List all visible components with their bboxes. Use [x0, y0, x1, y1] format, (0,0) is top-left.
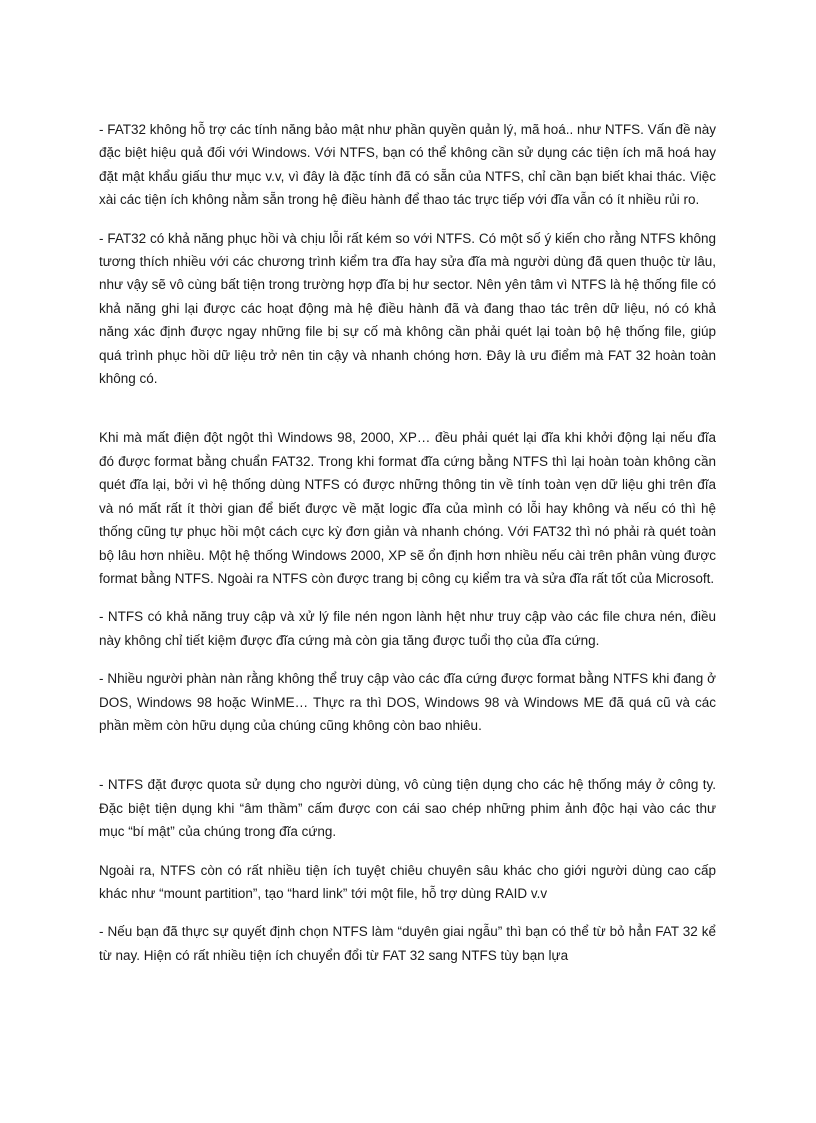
paragraph-fat32-recovery: - FAT32 có khả năng phục hồi và chịu lỗi rất kém so với NTFS. Có một số ý kiến cho rằng NTFS không tương thích nhiều với các chương trình kiểm tra đĩa hay sửa đĩa mà người dùng đã quen thuộc từ lâu, như vậy sẽ vô cùng bất tiện trong trường hợp đĩa bị hư sector. Nên yên tâm vì NTFS là hệ thống file có khả năng ghi lại được các hoạt động mà hệ điều hành đã và đang thao tác trên dữ liệu, nó có khả năng xác định được ngay những file bị sự cố mà không cần phải quét lại toàn bộ hệ thống file, giúp quá trình phục hồi dữ liệu trở nên tin cậy và nhanh chóng hơn. Đây là ưu điểm mà FAT 32 hoàn toàn không có. — [99, 230, 716, 387]
paragraph-conversion: - Nếu bạn đã thực sự quyết định chọn NTFS làm “duyên giai ngẫu” thì bạn có thể từ bỏ hẳn FAT 32 kể từ nay. Hiện có rất nhiều tiện ích chuyển đổi từ FAT 32 sang NTFS tùy bạn lựa — [99, 924, 716, 963]
paragraph-fat32-security: - FAT32 không hỗ trợ các tính năng bảo mật như phần quyền quản lý, mã hoá.. như NTFS. Vấn đề này đặc biệt hiệu quả đối với Windows. Với NTFS, bạn có thể không cần sử dụng các tiện ích mã hoá hay đặt mật khẩu giấu thư mục v.v, vì đây là đặc tính đã có sẵn của NTFS, chỉ cần bạn biết khai thác. Việc xài các tiện ích không nằm sẵn trong hệ điều hành để thao tác trực tiếp với đĩa vẫn có ít nhiều rủi ro. — [99, 122, 716, 208]
paragraph-advanced-features: Ngoài ra, NTFS còn có rất nhiều tiện ích tuyệt chiêu chuyên sâu khác cho giới người dùng cao cấp khác như “mount partition”, tạo “hard link” tới một file, hỗ trợ dùng RAID v.v — [99, 862, 716, 901]
paragraph-power-loss: Khi mà mất điện đột ngột thì Windows 98, 2000, XP… đều phải quét lại đĩa khi khởi động lại nếu đĩa đó được format bằng chuẩn FAT32. Trong khi format đĩa cứng bằng NTFS thì lại hoàn toàn không cần quét đĩa lại, bởi vì hệ thống dùng NTFS có được những thông tin về tính toàn vẹn dữ liệu ghi trên đĩa và nó mất rất ít thời gian để biết được về mặt logic đĩa của mình có lỗi hay không và nếu có thì hệ thống cũng tự phục hồi một cách cực kỳ đơn giản và nhanh chóng. Với FAT32 thì nó phải rà quét toàn bộ lâu hơn nhiều. Một hệ thống Windows 2000, XP sẽ ổn định hơn nhiều nếu cài trên phân vùng được format bằng NTFS. Ngoài ra NTFS còn được trang bị công cụ kiểm tra và sửa đĩa rất tốt của Microsoft. — [99, 430, 716, 586]
paragraph-dos-access: - Nhiều người phàn nàn rằng không thể truy cập vào các đĩa cứng được format bằng NTFS khi đang ở DOS, Windows 98 hoặc WinME… Thực ra thì DOS, Windows 98 và Windows ME đã quá cũ và các phần mềm còn hữu dụng của chúng cũng không còn bao nhiêu. — [99, 671, 716, 733]
paragraph-spacer — [99, 652, 716, 667]
paragraph-spacer — [99, 737, 716, 773]
paragraph-ntfs-quota: - NTFS đặt được quota sử dụng cho người dùng, vô cùng tiện dụng cho các hệ thống máy ở công ty. Đặc biệt tiện dụng khi “âm thầm” cấm được con cái sao chép những phim ảnh độc hại vào các thư mục “bí mật” của chúng trong đĩa cứng. — [99, 777, 716, 840]
document-body — [99, 118, 716, 967]
paragraph-spacer — [99, 844, 716, 859]
paragraph-spacer — [99, 590, 716, 605]
paragraph-spacer — [99, 212, 716, 227]
paragraph-spacer — [99, 905, 716, 920]
paragraph-spacer — [99, 390, 716, 426]
paragraph-ntfs-compression: - NTFS có khả năng truy cập và xử lý file nén ngon lành hệt như truy cập vào các file chưa nén, điều này không chỉ tiết kiệm được đĩa cứng mà còn gia tăng được tuổi thọ của đĩa cứng. — [99, 609, 716, 648]
